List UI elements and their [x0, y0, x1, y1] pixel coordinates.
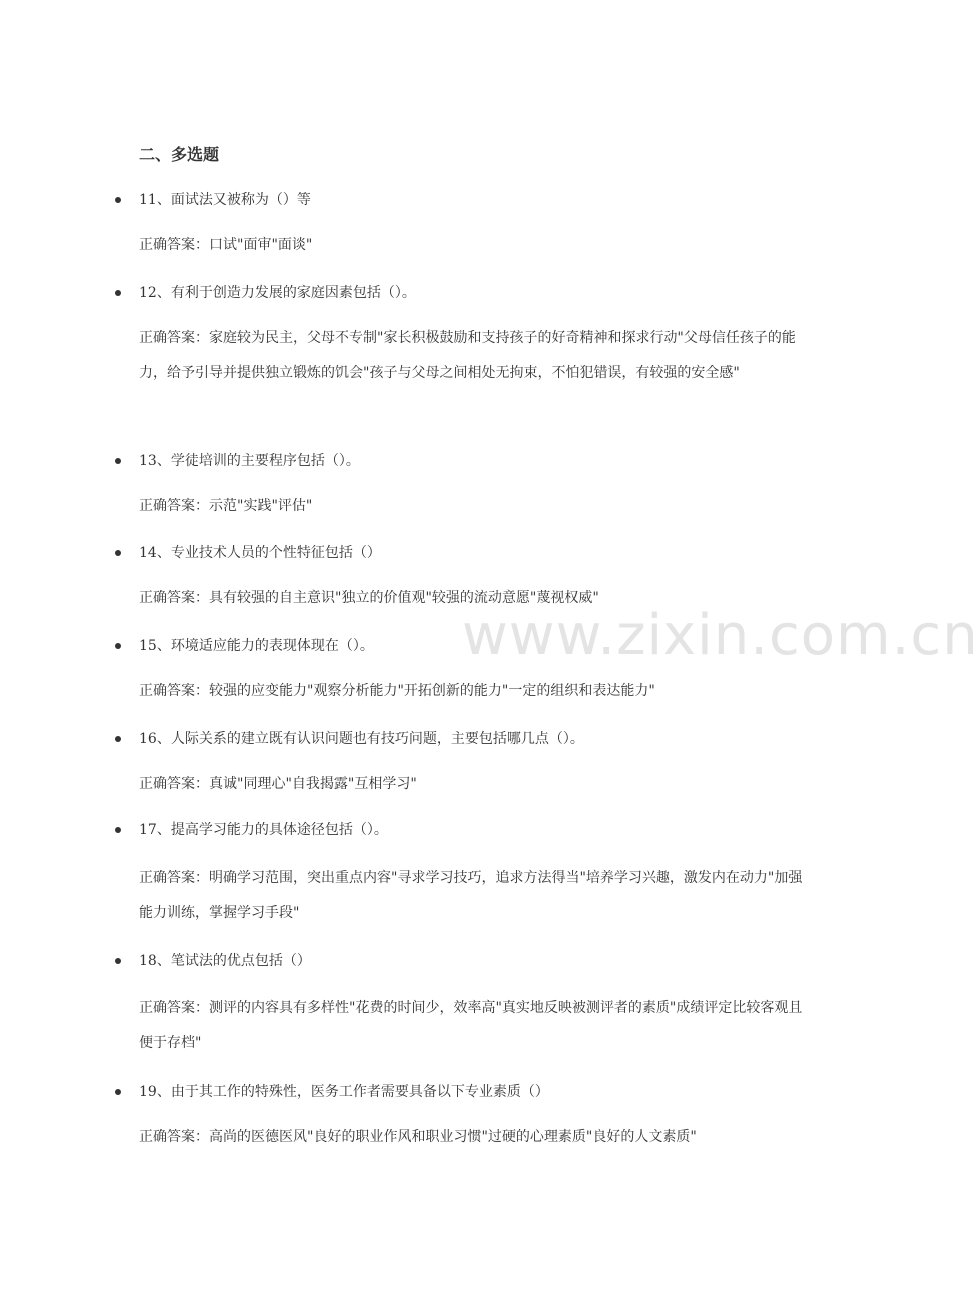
watermark: www.zixin.com.cn: [462, 603, 979, 668]
section-title: 二、多选题: [139, 145, 220, 164]
question-text: 17、提高学习能力的具体途径包括（）。: [139, 822, 388, 838]
answer-block: [139, 228, 803, 263]
answer-label: 正确答案：: [139, 498, 209, 514]
bullet-icon: [115, 290, 121, 296]
answer-text: 具有较强的自主意识"独立的价值观"较强的流动意愿"蔑视权威": [209, 590, 599, 606]
bullet-icon: [115, 827, 121, 833]
answer-block: [139, 991, 803, 1061]
answer-text: 示范"实践"评估": [209, 498, 313, 514]
answer-label: 正确答案：: [139, 330, 209, 346]
answer-label: 正确答案：: [139, 590, 209, 606]
bullet-icon: [115, 958, 121, 964]
answer-label: 正确答案：: [139, 1000, 209, 1016]
question-text: 16、人际关系的建立既有认识问题也有技巧问题，主要包括哪几点（）。: [139, 731, 584, 747]
answer-label: 正确答案：: [139, 776, 209, 792]
answer-block: [139, 321, 803, 391]
bullet-icon: [115, 1089, 121, 1095]
answer-label: 正确答案：: [139, 237, 209, 253]
bullet-icon: [115, 458, 121, 464]
question-text: 15、环境适应能力的表现体现在（）。: [139, 638, 374, 654]
answer-label: 正确答案：: [139, 1129, 209, 1145]
answer-block: [139, 1120, 803, 1155]
question-text: 14、专业技术人员的个性特征包括（）: [139, 545, 381, 561]
question-text: 19、由于其工作的特殊性，医务工作者需要具备以下专业素质（）: [139, 1084, 549, 1100]
answer-text: 测评的内容具有多样性"花费的时间少，效率高"真实地反映被测评者的素质"成绩评定比较客观且便于存档": [139, 1000, 803, 1051]
answer-label: 正确答案：: [139, 870, 209, 886]
answer-block: [139, 674, 803, 709]
answer-text: 较强的应变能力"观察分析能力"开拓创新的能力"一定的组织和表达能力": [209, 683, 655, 699]
answer-text: 家庭较为民主，父母不专制"家长积极鼓励和支持孩子的好奇精神和探求行动"父母信任孩子的能力，给予引导并提供独立锻炼的饥会"孩子与父母之间相处无拘束，不怕犯错误，有较强的安全感": [139, 330, 796, 381]
answer-block: [139, 581, 803, 616]
question-text: 18、笔试法的优点包括（）: [139, 953, 311, 969]
answer-text: 明确学习范围，突出重点内容"寻求学习技巧，追求方法得当"培养学习兴趣，激发内在动力"加强能力训练，掌握学习手段": [139, 870, 803, 921]
question-text: 13、学徒培训的主要程序包括（）。: [139, 453, 360, 469]
question-text: 11、面试法又被称为（）等: [139, 192, 311, 208]
answer-text: 真诚"同理心"自我揭露"互相学习": [209, 776, 417, 792]
bullet-icon: [115, 550, 121, 556]
answer-block: [139, 489, 803, 524]
bullet-icon: [115, 643, 121, 649]
answer-label: 正确答案：: [139, 683, 209, 699]
answer-block: [139, 861, 803, 931]
question-text: 12、有利于创造力发展的家庭因素包括（）。: [139, 285, 416, 301]
answer-text: 口试"面审"面谈": [209, 237, 313, 253]
answer-text: 高尚的医德医风"良好的职业作风和职业习惯"过硬的心理素质"良好的人文素质": [209, 1129, 697, 1145]
answer-block: [139, 767, 803, 802]
bullet-icon: [115, 197, 121, 203]
bullet-icon: [115, 736, 121, 742]
